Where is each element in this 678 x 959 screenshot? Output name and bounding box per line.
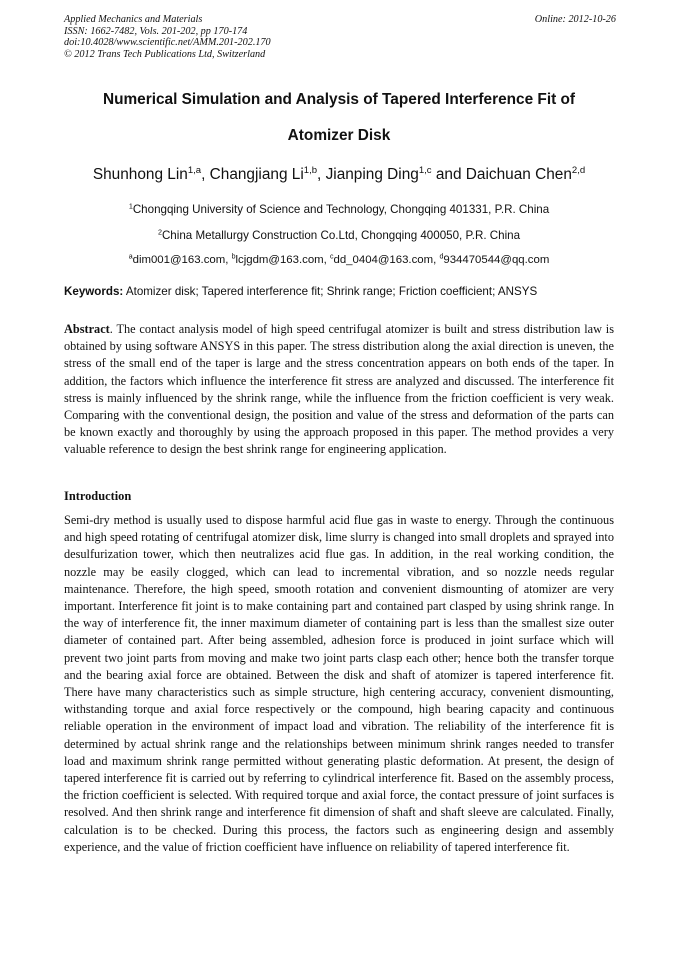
email-superscript: b [231, 253, 236, 261]
affiliation-text: Chongqing University of Science and Technology, Chongqing 401331, P.R. China [132, 203, 550, 216]
author-separator: and [431, 166, 466, 183]
email-address: dd_0404@163.com, [333, 254, 440, 266]
author-superscript: 1,b [303, 164, 318, 176]
author-superscript: 1,c [418, 164, 432, 176]
issn-line: ISSN: 1662-7482, Vols. 201-202, pp 170-174 [64, 25, 248, 37]
journal-name: Applied Mechanics and Materials [64, 14, 203, 25]
doi-line: doi:10.4028/www.scientific.net/AMM.201-202.170 [64, 37, 271, 49]
affiliation-superscript: 1 [128, 201, 133, 211]
journal-header [64, 14, 271, 60]
affiliation-1 [30, 203, 648, 216]
email-superscript: c [329, 253, 334, 261]
introduction-paragraph: Semi-dry method is usually used to dispose harmful acid flue gas in waste to energy. Through the continuous and high speed rotating of centrifugal atomizer disk, lime slurry is changed into small droplets and sprayed into desulfurization tower, which then neutralizes acid flue gas. In addition, in the real working condition, the nozzle may be easily clogged, which can lead to incremental vibration, and so nozzle needs regular maintenance. Therefore, the high speed, smooth rotation and convenient dismounting of atomizer are very important. Interference fit joint is to make containing part and contained part clasped by using shrink range. In the way of interference fit, the inner maximum diameter of containing part is less than the smallest size outer diameter of contained part. After being assembled, adhesion force is produced in joint surface which will prevent two joint parts from moving and make two joint parts clasp each other; hence both the transfer torque and the bearing axial force are obtained. Between the disk and shaft of atomizer is tapered interference fit. There have many characteristics such as simple structure, high centering accuracy, convenient dismounting, withstanding torque and axial force respectively or the compound, high bearing capacity and continuous reliable operation in the environment of impact load and vibration. The reliability of the interference fit is determined by actual shrink range and the relationships between minimum shrink ranges needed to transfer load and maximum shrink range permitted without generating plastic deformation. At present, the design of tapered interference fit is carried out by referring to cylindrical interference fit. Based on the assembly process, the friction coefficient is selected. With required torque and axial force, the contact pressure of joint surfaces is resolved. And then shrink range and interference fit dimension of shaft and shaft sleeve are calculated. Finally, calculation is to be checked. During this process, the factors such as engineering design and assembly experience, and the value of friction coefficient have influence on reliability of tapered interference fit. [64, 513, 614, 854]
author-separator: , [317, 166, 326, 183]
abstract-label: Abstract [64, 322, 110, 336]
keywords-label: Keywords: [64, 285, 124, 298]
author-separator: , [201, 166, 210, 183]
keywords-text: Atomizer disk; Tapered interference fit; Shrink range; Friction coefficient; ANSYS [123, 285, 538, 298]
author-name: Changjiang Li [209, 166, 304, 183]
paper-title-line-1: Numerical Simulation and Analysis of Tapered Interference Fit of [102, 91, 576, 108]
abstract-paragraph [64, 321, 614, 459]
section-heading-introduction: Introduction [64, 489, 132, 503]
author-name: Daichuan Chen [465, 166, 572, 183]
email-superscript: d [439, 253, 444, 261]
author-name: Shunhong Lin [92, 166, 188, 183]
email-address: 934470544@qq.com [443, 254, 550, 266]
email-superscript: a [128, 253, 133, 261]
email-list [30, 254, 648, 266]
affiliation-2 [30, 229, 648, 242]
affiliation-text: China Metallurgy Construction Co.Ltd, Chongqing 400050, P.R. China [161, 229, 521, 242]
author-superscript: 2,d [571, 164, 586, 176]
online-date: Online: 2012-10-26 [534, 14, 616, 25]
email-address: dim001@163.com, [132, 254, 232, 266]
affiliation-superscript: 2 [157, 227, 162, 237]
copyright-line: © 2012 Trans Tech Publications Ltd, Switzerland [64, 48, 266, 60]
abstract-text: . The contact analysis model of high speed centrifugal atomizer is built and stress distribution law is obtained by using software ANSYS in this paper. The stress distribution along the axial direction is uneven, the stress of the small end of the taper is large and the stress concentration appears on both ends of the taper. In addition, the factors which influence the interference fit stress are analyzed and discussed. The interference fit stress is mainly influenced by the shrink range, while the influence from the friction coefficient is very weak. Comparing with the conventional design, the position and value of the stress and deformation of the parts can be known exactly and thoroughly by using the approach proposed in this paper. The method provides a very valuable reference to design the best shrink range for engineering application. [64, 322, 614, 457]
author-list [30, 166, 648, 184]
author-name: Jianping Ding [325, 166, 419, 183]
keywords-line [64, 285, 624, 298]
email-address: lcjgdm@163.com, [235, 254, 330, 266]
author-superscript: 1,a [187, 164, 202, 176]
paper-title-line-2: Atomizer Disk [287, 127, 391, 144]
